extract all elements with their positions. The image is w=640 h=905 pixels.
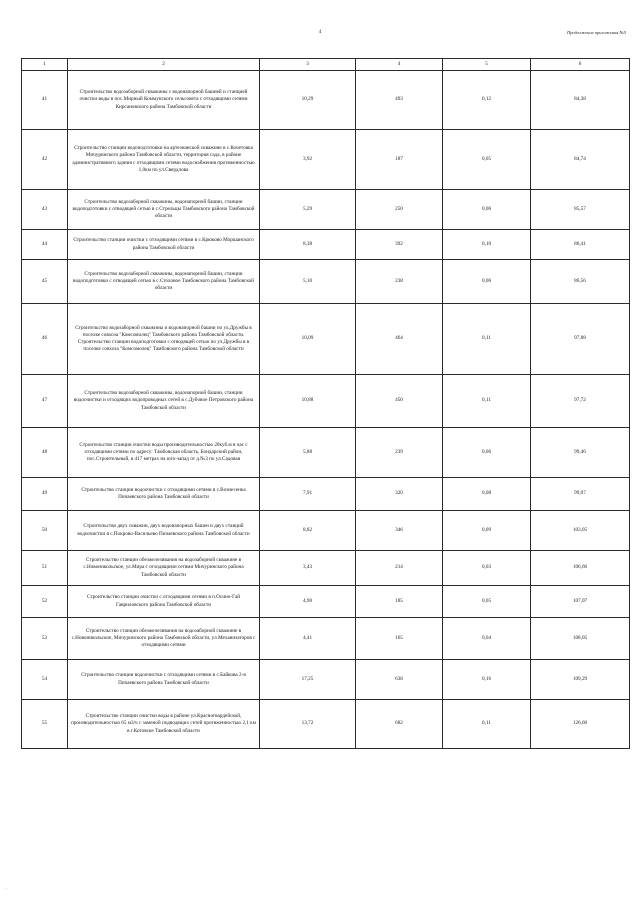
row-value-c5: 0,12 (443, 71, 531, 130)
table-row (22, 478, 630, 511)
row-value-c4: 238 (356, 260, 443, 304)
column-header: 2 (68, 59, 260, 71)
row-description: Строительство двух скважин, двух водонапорных башен и двух станций водоочистки в с.Покрово-Васильево Пичаевского района Тамбовской области (68, 511, 260, 551)
row-description: Строительство станции очистки воды в районе ул.Красногвардейской, производительностью 65 м3/ч с заменой подводящих сетей протяженностью 2,1 км в г.Котовске Тамбовской области (68, 700, 260, 749)
data-table (21, 58, 630, 749)
row-description: Строительство водозаборной скважины, водонапорной башни, станции водоочистки и отходящих водопроводных сетей в с.Дубовое Петровского района Тамбовской области (68, 375, 260, 428)
row-value-c4: 464 (356, 304, 443, 375)
row-value-c4: 187 (356, 130, 443, 190)
row-number: 46 (22, 304, 68, 375)
row-value-c5: 0,10 (443, 230, 531, 260)
row-description: Строительство станции водоподготовки на артезианской скважине в с.Кочетовка Мичуринского района Тамбовской области, территория сада, в районе административного здания с отходящими сетями водоснабжения протяженностью 1,0км по ул.Свердлова (68, 130, 260, 190)
row-value-c3: 8,82 (260, 511, 356, 551)
row-number: 51 (22, 551, 68, 586)
page-number: 4 (318, 30, 322, 35)
table-row (22, 130, 630, 190)
row-value-c3: 4,41 (260, 618, 356, 660)
row-number: 54 (22, 660, 68, 700)
row-number: 42 (22, 130, 68, 190)
column-header: 4 (356, 59, 443, 71)
row-value-c5: 0,05 (443, 586, 531, 618)
row-value-c5: 0,11 (443, 700, 531, 749)
table-row (22, 551, 630, 586)
row-value-c5: 0,11 (443, 304, 531, 375)
row-number: 49 (22, 478, 68, 511)
table-row (22, 71, 630, 130)
row-value-c5: 0,16 (443, 660, 531, 700)
row-value-c6: 103,05 (531, 511, 630, 551)
row-number: 55 (22, 700, 68, 749)
column-header: 6 (531, 59, 630, 71)
table-row (22, 190, 630, 230)
row-value-c5: 0,06 (443, 428, 531, 478)
row-value-c6: 106,66 (531, 551, 630, 586)
row-value-c3: 10,09 (260, 304, 356, 375)
row-value-c6: 99,07 (531, 478, 630, 511)
column-header: 3 (260, 59, 356, 71)
row-value-c5: 0,11 (443, 375, 531, 428)
row-value-c4: 638 (356, 660, 443, 700)
row-description: Строительство водозаборной скважины, водонапорной башни, станции водоподготовки с отводящей сетью в с.Столовое Тамбовского района Тамбовской области (68, 260, 260, 304)
row-description: Строительство станции водоочистки с отходящими сетями в с.Байкова 2-я Пичаевского района Тамбовской области (68, 660, 260, 700)
table-row (22, 586, 630, 618)
row-number: 47 (22, 375, 68, 428)
table-row (22, 375, 630, 428)
row-description: Строительство станции обезжелезивания на водозаборной скважине в с.Новоникольское, Мичуринского района Тамбовской области, ул.Механизаторов с отходящими сетями (68, 618, 260, 660)
row-value-c4: 250 (356, 190, 443, 230)
row-value-c6: 86,41 (531, 230, 630, 260)
row-value-c4: 165 (356, 618, 443, 660)
row-number: 41 (22, 71, 68, 130)
row-value-c6: 108,05 (531, 618, 630, 660)
row-value-c6: 126,60 (531, 700, 630, 749)
row-value-c3: 7,91 (260, 478, 356, 511)
table-row (22, 428, 630, 478)
row-value-c5: 0,06 (443, 190, 531, 230)
row-value-c6: 107,07 (531, 586, 630, 618)
table-row (22, 660, 630, 700)
table-header-row (22, 59, 630, 71)
row-value-c6: 109,29 (531, 660, 630, 700)
row-number: 44 (22, 230, 68, 260)
row-value-c4: 392 (356, 230, 443, 260)
row-value-c5: 0,04 (443, 618, 531, 660)
table-row (22, 260, 630, 304)
column-header: 1 (22, 59, 68, 71)
row-value-c3: 10,29 (260, 71, 356, 130)
row-value-c6: 97,72 (531, 375, 630, 428)
row-number: 53 (22, 618, 68, 660)
table-row (22, 304, 630, 375)
row-value-c5: 0,05 (443, 130, 531, 190)
table-row (22, 230, 630, 260)
table-body (22, 71, 630, 749)
row-value-c4: 239 (356, 428, 443, 478)
row-value-c4: 450 (356, 375, 443, 428)
row-value-c4: 320 (356, 478, 443, 511)
row-value-c6: 84,38 (531, 71, 630, 130)
row-description: Строительство водозаборной скважины и водонапорной башни по ул.Дружбы в поселке совхоза "Комсомолец" Тамбовского района Тамбовской области. Строительство станции водоподготовки с отводящей сетью по ул.Дружбы в в поселке совхоза "Комсомолец" Тамбовского района Тамбовской области (68, 304, 260, 375)
continuation-note: Продолжение приложения №5 (566, 30, 626, 35)
row-value-c3: 13,72 (260, 700, 356, 749)
row-value-c3: 8,38 (260, 230, 356, 260)
row-value-c4: 493 (356, 71, 443, 130)
row-description: Строительство водозаборной скважины с водонапорной башней и станцией очистки воды в пос.Мирный Коммунского сельсовета с отходящими сетями Кирсановского района Тамбовской области (68, 71, 260, 130)
row-description: Строительство станции очистки с отходящими сетями в с.Крюково Моршанского района Тамбовской области (68, 230, 260, 260)
row-description: Строительство станции очистки с отходящими сетями в п.Осино-Гай Гавриловского района Тамбовской области (68, 586, 260, 618)
row-value-c4: 185 (356, 586, 443, 618)
table-row (22, 700, 630, 749)
row-value-c6: 97,88 (531, 304, 630, 375)
row-value-c3: 3,43 (260, 551, 356, 586)
row-number: 48 (22, 428, 68, 478)
row-number: 50 (22, 511, 68, 551)
row-value-c3: 3,92 (260, 130, 356, 190)
table-row (22, 618, 630, 660)
row-value-c3: 5,29 (260, 190, 356, 230)
row-value-c5: 0,06 (443, 260, 531, 304)
column-header: 5 (443, 59, 531, 71)
row-value-c6: 85,57 (531, 190, 630, 230)
row-description: Строительство станции водоочистки с отходящими сетями в с.Вознесенка Пичаевского района Тамбовской области (68, 478, 260, 511)
row-value-c6: 86,56 (531, 260, 630, 304)
row-value-c6: 84,74 (531, 130, 630, 190)
row-value-c5: 0,03 (443, 551, 531, 586)
row-number: 52 (22, 586, 68, 618)
row-value-c5: 0,09 (443, 511, 531, 551)
row-value-c4: 346 (356, 511, 443, 551)
row-value-c3: 5,10 (260, 260, 356, 304)
row-description: Строительство станции очистки воды производительностью 20куб.м в час с отходящими сетями по адресу: Тамбовская область, Бондарский район, пос.Строительный, в 417 метрах на юго-запад от д.№3 по ул.Садовая (68, 428, 260, 478)
row-description: Строительство водозаборной скважины, водонапорной башни, станции водоподготовки с отводящей сетью в с.Стрельцы Тамбовского района Тамбовской области (68, 190, 260, 230)
row-value-c3: 5,88 (260, 428, 356, 478)
row-value-c3: 17,25 (260, 660, 356, 700)
row-value-c4: 214 (356, 551, 443, 586)
row-value-c6: 99,46 (531, 428, 630, 478)
row-number: 43 (22, 190, 68, 230)
row-value-c4: 682 (356, 700, 443, 749)
table-row (22, 511, 630, 551)
row-value-c3: 10,88 (260, 375, 356, 428)
margin-mark: · (6, 886, 8, 891)
row-number: 45 (22, 260, 68, 304)
row-value-c5: 0,08 (443, 478, 531, 511)
row-value-c3: 4,90 (260, 586, 356, 618)
row-description: Строительство станции обезжелезивания на водозаборной скважине в с.Новоникольское, ул.Мира с отходящими сетями Мичуринского района Тамбовской области (68, 551, 260, 586)
